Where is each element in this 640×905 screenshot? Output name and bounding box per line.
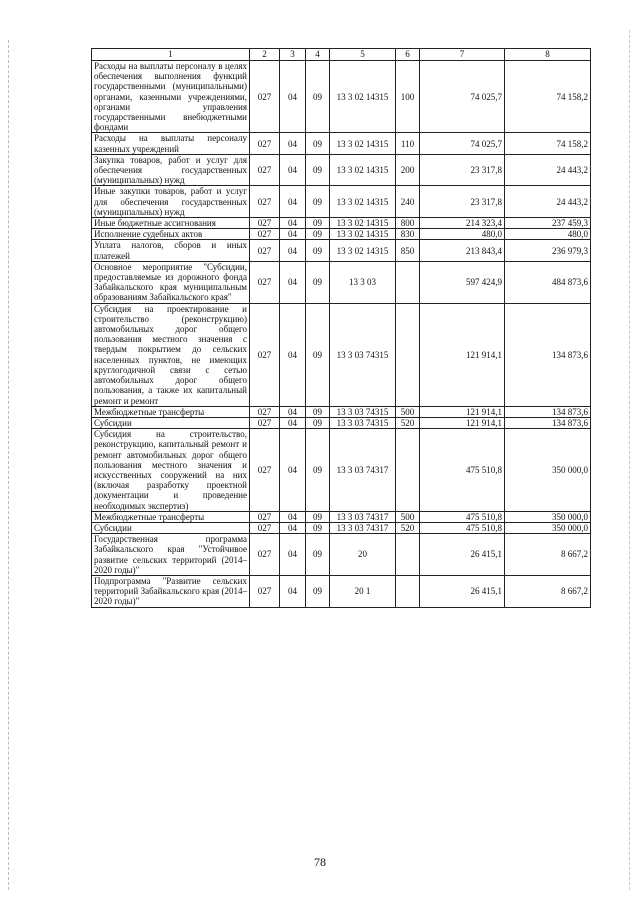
header-col-6: 6: [396, 49, 420, 61]
cell-vr: 500: [396, 511, 420, 522]
cell-name: Иные закупки товаров, работ и услуг для обеспечения государственных (муниципальных) нужд: [92, 186, 250, 218]
cell-pr: 09: [306, 218, 330, 229]
cell-ved: 027: [250, 534, 280, 576]
cell-y2: 74 158,2: [505, 61, 591, 133]
cell-ved: 027: [250, 261, 280, 303]
cell-rz: 04: [280, 186, 306, 218]
cell-y1: 475 510,8: [420, 522, 505, 533]
cell-csr: 20: [330, 534, 396, 576]
cell-vr: 830: [396, 229, 420, 240]
header-col-4: 4: [306, 49, 330, 61]
table-row: [92, 406, 591, 417]
cell-vr: [396, 261, 420, 303]
cell-y2: 236 979,3: [505, 240, 591, 261]
cell-y1: 597 424,9: [420, 261, 505, 303]
table-row: [92, 303, 591, 406]
cell-pr: 09: [306, 429, 330, 512]
cell-ved: 027: [250, 229, 280, 240]
cell-name: Исполнение судебных актов: [92, 229, 250, 240]
table-row: [92, 575, 591, 607]
cell-ved: 027: [250, 303, 280, 406]
page-number: 78: [314, 855, 326, 869]
cell-csr: 13 3 02 14315: [330, 186, 396, 218]
cell-y2: 484 873,6: [505, 261, 591, 303]
cell-rz: 04: [280, 534, 306, 576]
cell-vr: 850: [396, 240, 420, 261]
cell-pr: 09: [306, 522, 330, 533]
cell-pr: 09: [306, 303, 330, 406]
cell-vr: 800: [396, 218, 420, 229]
table-row: [92, 186, 591, 218]
table-row: [92, 417, 591, 428]
cell-pr: 09: [306, 154, 330, 186]
table-row: [92, 218, 591, 229]
cell-csr: 13 3 02 14315: [330, 240, 396, 261]
cell-pr: 09: [306, 575, 330, 607]
cell-rz: 04: [280, 218, 306, 229]
cell-rz: 04: [280, 303, 306, 406]
cell-name: Подпрограмма "Развитие сельских территорий Забайкальского края (2014–2020 годы)": [92, 575, 250, 607]
cell-y1: 23 317,8: [420, 186, 505, 218]
cell-rz: 04: [280, 417, 306, 428]
cell-name: Межбюджетные трансферты: [92, 406, 250, 417]
cell-csr: 13 3 03 74317: [330, 511, 396, 522]
cell-ved: 027: [250, 575, 280, 607]
cell-ved: 027: [250, 154, 280, 186]
cell-csr: 20 1: [330, 575, 396, 607]
table-row: [92, 133, 591, 154]
cell-csr: 13 3 03 74317: [330, 522, 396, 533]
cell-y2: 350 000,0: [505, 429, 591, 512]
cell-name: Государственная программа Забайкальского края "Устойчивое развитие сельских территорий (2014–2020 годы)": [92, 534, 250, 576]
cell-vr: 240: [396, 186, 420, 218]
cell-y1: 26 415,1: [420, 534, 505, 576]
table-row: [92, 240, 591, 261]
cell-y1: 23 317,8: [420, 154, 505, 186]
cell-ved: 027: [250, 511, 280, 522]
cell-y2: 24 443,2: [505, 186, 591, 218]
cell-vr: 520: [396, 522, 420, 533]
cell-csr: 13 3 03 74315: [330, 303, 396, 406]
cell-y1: 121 914,1: [420, 406, 505, 417]
cell-y2: 8 667,2: [505, 575, 591, 607]
cell-pr: 09: [306, 240, 330, 261]
cell-ved: 027: [250, 240, 280, 261]
cell-y1: 480,0: [420, 229, 505, 240]
cell-name: Расходы на выплаты персоналу в целях обеспечения выполнения функций государственными (муниципальными) органами, казенными учреждениями, органами управления государственными внебюджетными фондами: [92, 61, 250, 133]
cell-csr: 13 3 03 74315: [330, 406, 396, 417]
cell-rz: 04: [280, 522, 306, 533]
table-row: [92, 61, 591, 133]
cell-pr: 09: [306, 406, 330, 417]
cell-rz: 04: [280, 261, 306, 303]
cell-vr: 520: [396, 417, 420, 428]
cell-vr: 100: [396, 61, 420, 133]
table-row: [92, 229, 591, 240]
cell-y2: 8 667,2: [505, 534, 591, 576]
cell-name: Субсидии: [92, 417, 250, 428]
cell-pr: 09: [306, 61, 330, 133]
cell-csr: 13 3 03 74317: [330, 429, 396, 512]
scan-edge-right: [629, 30, 630, 890]
cell-csr: 13 3 03: [330, 261, 396, 303]
cell-vr: 500: [396, 406, 420, 417]
header-col-1: 1: [92, 49, 250, 61]
table-row: [92, 511, 591, 522]
cell-y1: 121 914,1: [420, 303, 505, 406]
table-row: [92, 154, 591, 186]
table-row: [92, 429, 591, 512]
cell-y1: 475 510,8: [420, 511, 505, 522]
cell-y1: 26 415,1: [420, 575, 505, 607]
scan-edge-left: [8, 40, 9, 890]
cell-y2: 134 873,6: [505, 406, 591, 417]
cell-y1: 214 323,4: [420, 218, 505, 229]
cell-y2: 134 873,6: [505, 417, 591, 428]
cell-vr: [396, 429, 420, 512]
cell-vr: [396, 303, 420, 406]
cell-rz: 04: [280, 575, 306, 607]
cell-pr: 09: [306, 261, 330, 303]
header-col-3: 3: [280, 49, 306, 61]
cell-vr: 200: [396, 154, 420, 186]
cell-y1: 475 510,8: [420, 429, 505, 512]
cell-vr: [396, 534, 420, 576]
cell-ved: 027: [250, 429, 280, 512]
cell-y2: 480,0: [505, 229, 591, 240]
cell-csr: 13 3 02 14315: [330, 133, 396, 154]
cell-csr: 13 3 02 14315: [330, 229, 396, 240]
cell-pr: 09: [306, 186, 330, 218]
cell-csr: 13 3 02 14315: [330, 61, 396, 133]
header-col-2: 2: [250, 49, 280, 61]
cell-name: Иные бюджетные ассигнования: [92, 218, 250, 229]
cell-y2: 350 000,0: [505, 511, 591, 522]
cell-pr: 09: [306, 229, 330, 240]
header-col-8: 8: [505, 49, 591, 61]
header-col-7: 7: [420, 49, 505, 61]
cell-rz: 04: [280, 406, 306, 417]
table-row: [92, 534, 591, 576]
cell-name: Субсидия на строительство, реконструкцию, капитальный ремонт и ремонт автомобильных дорог общего пользования местного значения и искусственных сооружений на них (включая разработку проектной документации и проведение необходимых экспертиз): [92, 429, 250, 512]
cell-y1: 74 025,7: [420, 133, 505, 154]
cell-name: Расходы на выплаты персоналу казенных учреждений: [92, 133, 250, 154]
cell-ved: 027: [250, 417, 280, 428]
header-col-5: 5: [330, 49, 396, 61]
cell-pr: 09: [306, 133, 330, 154]
cell-pr: 09: [306, 534, 330, 576]
cell-name: Закупка товаров, работ и услуг для обеспечения государственных (муниципальных) нужд: [92, 154, 250, 186]
cell-y2: 350 000,0: [505, 522, 591, 533]
cell-y1: 213 843,4: [420, 240, 505, 261]
cell-name: Субсидия на проектирование и строительство (реконструкцию) автомобильных дорог общего пользования местного значения с твердым покрытием до сельских населенных пунктов, не имеющих круглогодичной связи с сетью автомобильных дорог общего пользования, а также их капитальный ремонт и ремонт: [92, 303, 250, 406]
cell-ved: 027: [250, 522, 280, 533]
cell-name: Уплата налогов, сборов и иных платежей: [92, 240, 250, 261]
cell-ved: 027: [250, 133, 280, 154]
cell-rz: 04: [280, 154, 306, 186]
cell-ved: 027: [250, 218, 280, 229]
cell-rz: 04: [280, 511, 306, 522]
cell-pr: 09: [306, 511, 330, 522]
table-row: [92, 261, 591, 303]
cell-y1: 121 914,1: [420, 417, 505, 428]
cell-y2: 24 443,2: [505, 154, 591, 186]
cell-rz: 04: [280, 240, 306, 261]
header-row: [92, 49, 591, 61]
cell-ved: 027: [250, 186, 280, 218]
cell-ved: 027: [250, 406, 280, 417]
cell-y2: 134 873,6: [505, 303, 591, 406]
budget-table: [91, 48, 591, 608]
cell-name: Субсидии: [92, 522, 250, 533]
cell-pr: 09: [306, 417, 330, 428]
cell-y2: 74 158,2: [505, 133, 591, 154]
cell-name: Межбюджетные трансферты: [92, 511, 250, 522]
cell-vr: [396, 575, 420, 607]
table-row: [92, 522, 591, 533]
cell-name: Основное мероприятие "Субсидии, предоставляемые из дорожного фонда Забайкальского края муниципальным образованиям Забайкальского края": [92, 261, 250, 303]
cell-rz: 04: [280, 61, 306, 133]
cell-rz: 04: [280, 229, 306, 240]
cell-csr: 13 3 02 14315: [330, 218, 396, 229]
cell-csr: 13 3 02 14315: [330, 154, 396, 186]
cell-vr: 110: [396, 133, 420, 154]
cell-rz: 04: [280, 133, 306, 154]
cell-y2: 237 459,3: [505, 218, 591, 229]
cell-y1: 74 025,7: [420, 61, 505, 133]
cell-rz: 04: [280, 429, 306, 512]
cell-csr: 13 3 03 74315: [330, 417, 396, 428]
cell-ved: 027: [250, 61, 280, 133]
